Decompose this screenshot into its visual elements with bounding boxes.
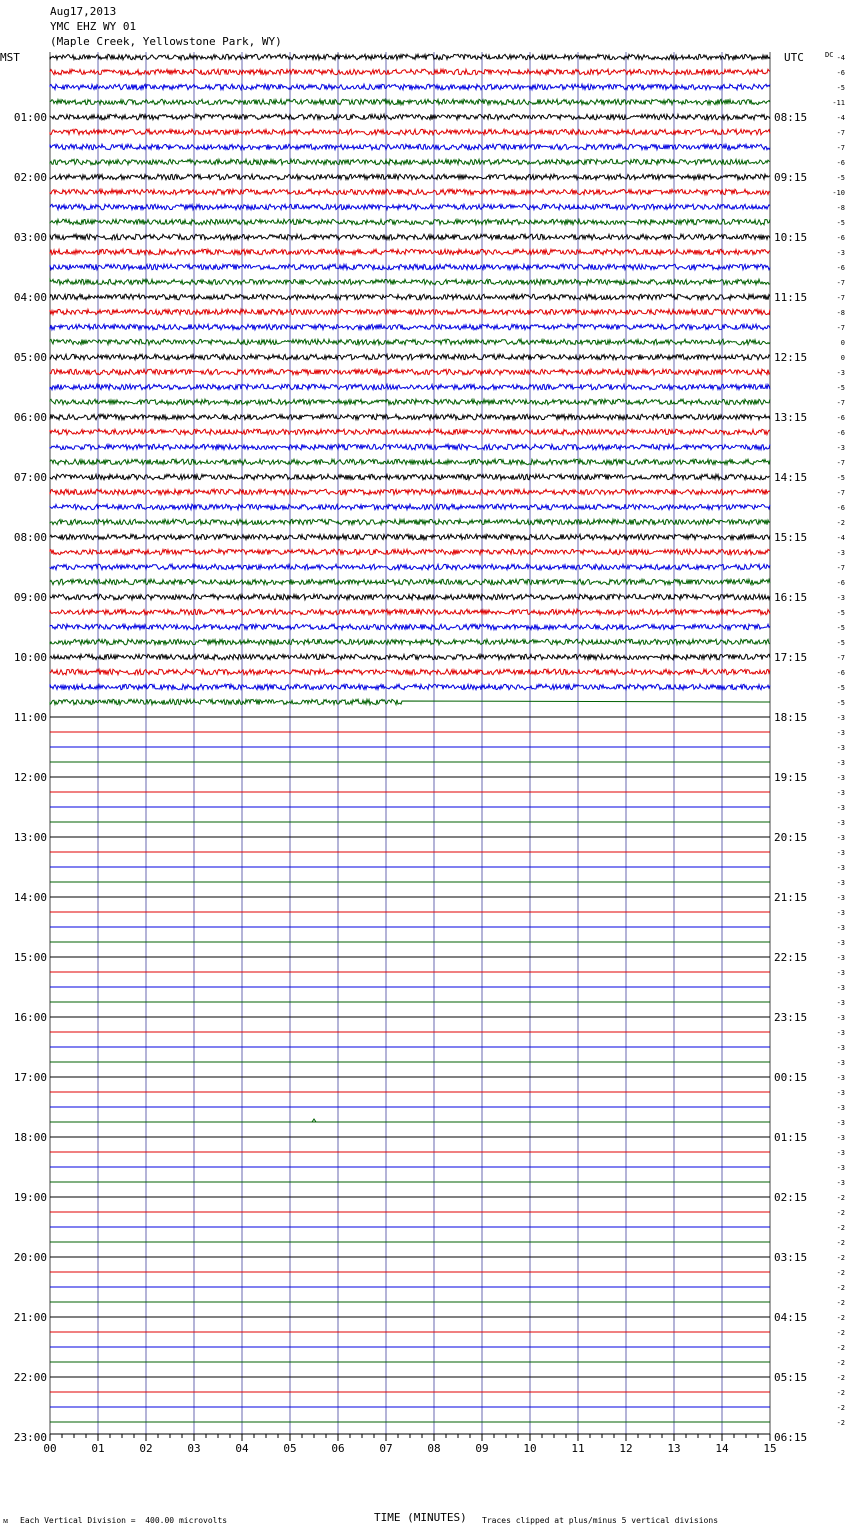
dc-offset-label: -5 <box>836 84 845 92</box>
seismic-trace <box>50 174 770 179</box>
mst-hour-label: 12:00 <box>13 771 47 784</box>
x-tick-label: 03 <box>187 1442 201 1455</box>
seismic-trace <box>50 114 770 119</box>
seismic-trace <box>50 699 770 704</box>
utc-hour-label: 05:15 <box>774 1371 808 1384</box>
mst-hour-label: 06:00 <box>13 411 47 424</box>
dc-offset-label: -3 <box>836 444 845 452</box>
dc-offset-label: -2 <box>836 1269 845 1277</box>
dc-offset-label: -3 <box>836 714 845 722</box>
dc-offset-label: -2 <box>836 1344 845 1352</box>
mst-hour-label: 13:00 <box>13 831 47 844</box>
dc-offset-label: -7 <box>836 489 845 497</box>
dc-offset-label: -4 <box>836 54 845 62</box>
seismic-trace <box>50 669 770 674</box>
seismic-trace <box>50 429 770 434</box>
seismic-trace <box>50 369 770 374</box>
x-tick-label: 05 <box>283 1442 297 1455</box>
mst-hour-label: 21:00 <box>13 1311 47 1324</box>
seismic-trace <box>50 504 770 509</box>
seismic-trace <box>50 384 770 389</box>
seismic-trace <box>50 444 770 449</box>
dc-offset-label: -3 <box>836 804 845 812</box>
utc-hour-label: 16:15 <box>774 591 808 604</box>
x-tick-label: 10 <box>523 1442 537 1455</box>
seismic-trace <box>50 564 770 569</box>
dc-offset-label: -2 <box>836 519 845 527</box>
dc-offset-label: -2 <box>836 1419 845 1427</box>
seismic-trace <box>50 549 770 554</box>
dc-offset-label: -3 <box>836 249 845 257</box>
dc-offset-label: -4 <box>836 114 845 122</box>
utc-hour-label: 18:15 <box>774 711 808 724</box>
dc-offset-label: -7 <box>836 324 845 332</box>
dc-offset-label: -6 <box>836 234 845 242</box>
x-tick-label: 04 <box>235 1442 249 1455</box>
station-label: YMC EHZ WY 01 <box>50 20 137 33</box>
dc-offset-label: -3 <box>836 999 845 1007</box>
dc-offset-label: 0 <box>840 339 845 347</box>
seismic-trace <box>50 309 770 314</box>
dc-offset-label: -5 <box>836 684 845 692</box>
x-tick-label: 08 <box>427 1442 441 1455</box>
seismic-trace <box>50 144 770 149</box>
location-label: (Maple Creek, Yellowstone Park, WY) <box>50 35 282 48</box>
dc-offset-label: -6 <box>836 69 845 77</box>
seismic-trace <box>50 69 770 74</box>
dc-offset-label: -10 <box>832 189 845 197</box>
dc-offset-label: -3 <box>836 864 845 872</box>
mst-hour-label: 19:00 <box>13 1191 47 1204</box>
utc-hour-label: 13:15 <box>774 411 808 424</box>
dc-offset-label: -7 <box>836 564 845 572</box>
dc-offset-label: -3 <box>836 1179 845 1187</box>
dc-offset-label: -3 <box>836 744 845 752</box>
dc-offset-label: -7 <box>836 129 845 137</box>
utc-hour-label: 08:15 <box>774 111 808 124</box>
dc-offset-label: -3 <box>836 1014 845 1022</box>
mst-hour-label: 08:00 <box>13 531 47 544</box>
dc-offset-label: -3 <box>836 1134 845 1142</box>
x-tick-label: 06 <box>331 1442 345 1455</box>
x-tick-label: 07 <box>379 1442 393 1455</box>
dc-offset-label: -3 <box>836 834 845 842</box>
mst-hour-label: 07:00 <box>13 471 47 484</box>
dc-offset-label: -2 <box>836 1314 845 1322</box>
dc-offset-label: -3 <box>836 939 845 947</box>
dc-offset-label: -3 <box>836 1089 845 1097</box>
utc-hour-label: 03:15 <box>774 1251 808 1264</box>
x-tick-label: 11 <box>571 1442 585 1455</box>
utc-hour-label: 15:15 <box>774 531 808 544</box>
seismic-trace <box>50 684 770 689</box>
scale-mark-icon: ᴍ <box>3 1516 9 1525</box>
seismic-trace <box>50 459 770 464</box>
dc-offset-label: -2 <box>836 1299 845 1307</box>
dc-offset-label: -3 <box>836 1059 845 1067</box>
date-label: Aug17,2013 <box>50 5 117 18</box>
dc-offset-label: -3 <box>836 954 845 962</box>
x-tick-label: 12 <box>619 1442 633 1455</box>
dc-offset-label: -5 <box>836 384 845 392</box>
x-tick-label: 14 <box>715 1442 729 1455</box>
seismic-trace <box>50 654 770 659</box>
dc-offset-label: -6 <box>836 669 845 677</box>
dc-offset-label: -3 <box>836 849 845 857</box>
utc-hour-label: 09:15 <box>774 171 808 184</box>
utc-hour-label: 23:15 <box>774 1011 808 1024</box>
dc-offset-label: -2 <box>836 1239 845 1247</box>
seismic-trace <box>50 189 770 194</box>
dc-offset-label: -3 <box>836 369 845 377</box>
mst-hour-label: 03:00 <box>13 231 47 244</box>
utc-hour-label: 01:15 <box>774 1131 808 1144</box>
dc-offset-label: -2 <box>836 1224 845 1232</box>
dc-offset-label: -6 <box>836 579 845 587</box>
seismic-trace <box>50 234 770 239</box>
dc-offset-label: -3 <box>836 594 845 602</box>
mst-hour-label: 17:00 <box>13 1071 47 1084</box>
seismic-trace <box>50 339 770 344</box>
mst-hour-label: 02:00 <box>13 171 47 184</box>
dc-offset-label: -5 <box>836 219 845 227</box>
dc-offset-label: -3 <box>836 969 845 977</box>
x-tick-label: 13 <box>667 1442 681 1455</box>
mst-hour-label: 18:00 <box>13 1131 47 1144</box>
utc-hour-label: 06:15 <box>774 1431 808 1444</box>
dc-offset-label: -3 <box>836 1164 845 1172</box>
mst-hour-label: 10:00 <box>13 651 47 664</box>
mst-hour-label: 11:00 <box>13 711 47 724</box>
dc-offset-label: -6 <box>836 429 845 437</box>
dc-offset-label: -3 <box>836 759 845 767</box>
utc-hour-label: 22:15 <box>774 951 808 964</box>
dc-offset-label: -3 <box>836 729 845 737</box>
dc-offset-label: -3 <box>836 549 845 557</box>
dc-offset-label: -3 <box>836 924 845 932</box>
dc-offset-label: -6 <box>836 504 845 512</box>
mst-hour-label: 14:00 <box>13 891 47 904</box>
dc-offset-label: -2 <box>836 1209 845 1217</box>
mst-hour-label: 01:00 <box>13 111 47 124</box>
mst-hour-label: 09:00 <box>13 591 47 604</box>
dc-offset-label: -6 <box>836 264 845 272</box>
dc-offset-label: -8 <box>836 204 845 212</box>
dc-offset-label: -3 <box>836 879 845 887</box>
mst-hour-label: 15:00 <box>13 951 47 964</box>
seismic-trace <box>50 624 770 629</box>
dc-offset-label: -4 <box>836 534 845 542</box>
mst-hour-label: 20:00 <box>13 1251 47 1264</box>
dc-offset-label: -3 <box>836 1044 845 1052</box>
dc-offset-label: -2 <box>836 1254 845 1262</box>
seismic-trace <box>50 84 770 89</box>
dc-offset-label: -3 <box>836 1104 845 1112</box>
dc-offset-label: -2 <box>836 1389 845 1397</box>
seismic-trace <box>50 609 770 614</box>
dc-offset-label: -3 <box>836 774 845 782</box>
dc-offset-label: -5 <box>836 624 845 632</box>
x-tick-label: 09 <box>475 1442 489 1455</box>
clip-note: Traces clipped at plus/minus 5 vertical divisions <box>482 1516 719 1525</box>
dc-offset-label: -5 <box>836 639 845 647</box>
seismic-trace <box>50 519 770 524</box>
right-axis-label: UTC <box>784 51 804 64</box>
utc-hour-label: 04:15 <box>774 1311 808 1324</box>
x-tick-label: 00 <box>43 1442 57 1455</box>
seismic-trace <box>50 249 770 254</box>
dc-label: DC <box>825 51 834 59</box>
utc-hour-label: 21:15 <box>774 891 808 904</box>
dc-offset-label: -7 <box>836 294 845 302</box>
seismic-trace <box>50 204 770 209</box>
dc-offset-label: -3 <box>836 1074 845 1082</box>
mst-hour-label: 04:00 <box>13 291 47 304</box>
x-axis-title: TIME (MINUTES) <box>374 1511 467 1524</box>
dc-offset-label: -2 <box>836 1329 845 1337</box>
mst-hour-label: 16:00 <box>13 1011 47 1024</box>
seismic-trace <box>50 474 770 479</box>
dc-offset-label: -7 <box>836 654 845 662</box>
x-tick-label: 02 <box>139 1442 153 1455</box>
dc-offset-label: -5 <box>836 474 845 482</box>
dc-offset-label: -3 <box>836 789 845 797</box>
mst-hour-label: 05:00 <box>13 351 47 364</box>
mst-hour-label: 22:00 <box>13 1371 47 1384</box>
seismic-trace <box>50 294 770 299</box>
seismic-trace <box>50 414 770 419</box>
dc-offset-label: -2 <box>836 1374 845 1382</box>
dc-offset-label: -7 <box>836 144 845 152</box>
dc-offset-label: -3 <box>836 894 845 902</box>
utc-hour-label: 19:15 <box>774 771 808 784</box>
utc-hour-label: 00:15 <box>774 1071 808 1084</box>
left-axis-label: MST <box>0 51 20 64</box>
dc-offset-label: -11 <box>832 99 845 107</box>
dc-offset-label: -3 <box>836 1149 845 1157</box>
dc-offset-label: -3 <box>836 1029 845 1037</box>
seismic-trace <box>50 579 770 584</box>
dc-offset-label: -3 <box>836 909 845 917</box>
dc-offset-label: -6 <box>836 414 845 422</box>
seismic-trace <box>50 279 770 284</box>
utc-hour-label: 20:15 <box>774 831 808 844</box>
dc-offset-label: -5 <box>836 699 845 707</box>
vertical-division-note: Each Vertical Division = 400.00 microvolts <box>20 1516 228 1525</box>
dc-offset-label: -7 <box>836 459 845 467</box>
utc-hour-label: 02:15 <box>774 1191 808 1204</box>
seismic-trace <box>50 489 770 494</box>
dc-offset-label: -2 <box>836 1194 845 1202</box>
utc-hour-label: 14:15 <box>774 471 808 484</box>
dc-offset-label: -7 <box>836 399 845 407</box>
dc-offset-label: -8 <box>836 309 845 317</box>
x-tick-label: 15 <box>763 1442 777 1455</box>
seismic-trace <box>50 324 770 329</box>
seismic-trace <box>50 639 770 644</box>
dc-offset-label: -2 <box>836 1284 845 1292</box>
dc-offset-label: -3 <box>836 819 845 827</box>
seismic-trace <box>50 54 770 59</box>
dc-offset-label: -6 <box>836 159 845 167</box>
seismic-trace <box>50 534 770 539</box>
utc-hour-label: 10:15 <box>774 231 808 244</box>
x-tick-label: 01 <box>91 1442 105 1455</box>
utc-hour-label: 11:15 <box>774 291 808 304</box>
utc-hour-label: 17:15 <box>774 651 808 664</box>
seismic-trace <box>50 219 770 224</box>
utc-hour-label: 12:15 <box>774 351 808 364</box>
dc-offset-label: -5 <box>836 174 845 182</box>
seismic-trace <box>50 354 770 359</box>
seismic-trace <box>50 129 770 134</box>
seismic-trace <box>50 159 770 164</box>
dc-offset-label: -3 <box>836 1119 845 1127</box>
dc-offset-label: 0 <box>840 354 845 362</box>
dc-offset-label: -2 <box>836 1404 845 1412</box>
mst-hour-label: 23:00 <box>13 1431 47 1444</box>
dc-offset-label: -7 <box>836 279 845 287</box>
dc-offset-label: -2 <box>836 1359 845 1367</box>
seismic-trace <box>50 264 770 269</box>
seismic-trace <box>50 594 770 599</box>
dc-offset-label: -5 <box>836 609 845 617</box>
seismic-trace <box>50 399 770 404</box>
dc-offset-label: -3 <box>836 984 845 992</box>
seismic-trace <box>50 99 770 104</box>
